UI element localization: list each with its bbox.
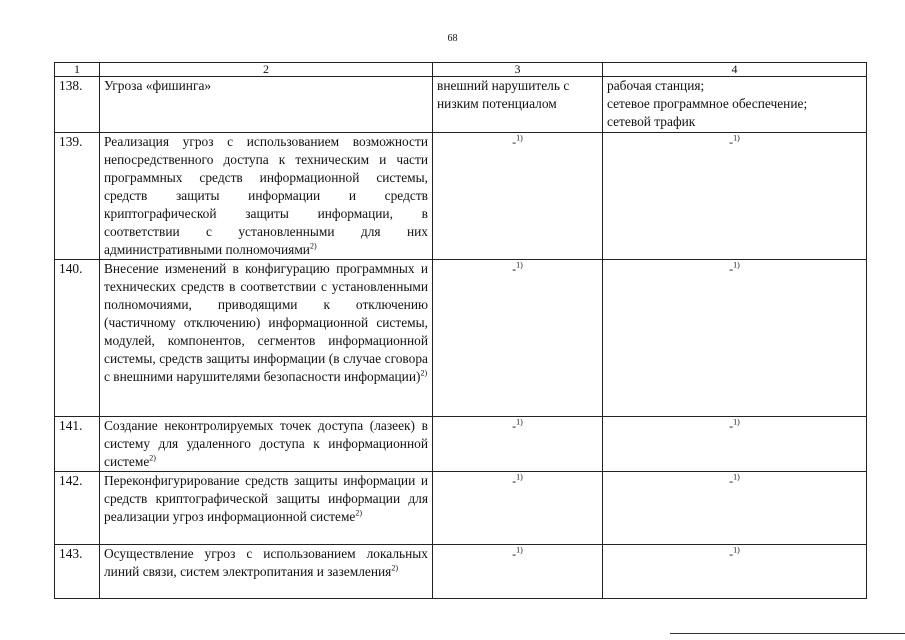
column-header: 4 xyxy=(603,63,867,77)
footnote-ref: 1) xyxy=(733,472,740,482)
row-number: 142. xyxy=(55,472,100,545)
object-cell xyxy=(603,133,867,260)
not-applicable-mark: - xyxy=(729,474,734,488)
column-header: 3 xyxy=(433,63,603,77)
threats-table xyxy=(54,62,867,599)
object-cell xyxy=(603,260,867,417)
footnote-ref: 1) xyxy=(516,133,523,143)
threat-description xyxy=(100,77,433,133)
threat-description xyxy=(100,260,433,417)
footnote-ref: 1) xyxy=(733,417,740,427)
page-number: 68 xyxy=(447,33,458,44)
footnote-ref: 2) xyxy=(149,453,156,463)
object-cell xyxy=(603,545,867,599)
not-applicable-mark: - xyxy=(729,135,734,149)
not-applicable-mark: - xyxy=(512,474,517,488)
threat-description xyxy=(100,545,433,599)
row-number: 139. xyxy=(55,133,100,260)
table-row xyxy=(55,260,867,417)
not-applicable-mark: - xyxy=(729,419,734,433)
violator-cell xyxy=(433,260,603,417)
threat-description xyxy=(100,417,433,472)
violator-cell xyxy=(433,77,603,133)
row-number: 140. xyxy=(55,260,100,417)
object-item: сетевой трафик xyxy=(607,114,696,129)
threat-description xyxy=(100,472,433,545)
not-applicable-mark: - xyxy=(512,419,517,433)
violator-cell xyxy=(433,472,603,545)
not-applicable-mark: - xyxy=(729,547,734,561)
footnote-ref: 1) xyxy=(516,417,523,427)
violator-cell xyxy=(433,417,603,472)
table-header-row xyxy=(55,63,867,77)
row-number: 138. xyxy=(55,77,100,133)
object-item: сетевое программное обеспечение; xyxy=(607,96,808,111)
column-header: 2 xyxy=(100,63,433,77)
footnote-ref: 1) xyxy=(516,472,523,482)
object-item: рабочая станция; xyxy=(607,78,705,93)
threat-text: Создание неконтролируемых точек доступа (лазеек) в систему для удаленного доступа к информационной системе xyxy=(104,418,428,469)
table-row xyxy=(55,77,867,133)
footnote-ref: 1) xyxy=(733,260,740,270)
not-applicable-mark: - xyxy=(512,262,517,276)
object-cell xyxy=(603,472,867,545)
table-row xyxy=(55,133,867,260)
threat-description xyxy=(100,133,433,260)
footnote-ref: 2) xyxy=(355,508,363,518)
threat-text: Переконфигурирование средств защиты информации и средств криптографической защиты информации для реализации угроз информационной системе xyxy=(104,473,428,524)
violator-cell xyxy=(433,545,603,599)
table-row xyxy=(55,545,867,599)
threat-text: Внесение изменений в конфигурацию программных и технических средств в соответствии с установленными полномочиями, приводящими к отключению (частичному отключению) информационной системы, модулей, компонентов, сегментов информационной системы, средств защиты информации (в случае сговора с внешними нарушителями безопасности информации) xyxy=(104,261,428,384)
table-row xyxy=(55,417,867,472)
footnote-ref: 1) xyxy=(733,545,740,555)
object-cell xyxy=(603,77,867,133)
threat-text: Угроза «фишинга» xyxy=(104,78,212,93)
not-applicable-mark: - xyxy=(512,547,517,561)
object-cell xyxy=(603,417,867,472)
footnote-ref: 2) xyxy=(309,241,317,251)
row-number: 143. xyxy=(55,545,100,599)
column-header: 1 xyxy=(55,63,100,77)
footnote-ref: 2) xyxy=(391,563,399,573)
bottom-rule xyxy=(670,633,905,634)
footnote-ref: 2) xyxy=(420,368,428,378)
footnote-ref: 1) xyxy=(516,545,523,555)
violator-text: внешний нарушитель с низким потенциалом xyxy=(437,78,570,111)
row-number: 141. xyxy=(55,417,100,472)
violator-cell xyxy=(433,133,603,260)
footnote-ref: 1) xyxy=(516,260,523,270)
footnote-ref: 1) xyxy=(733,133,740,143)
table-row xyxy=(55,472,867,545)
not-applicable-mark: - xyxy=(729,262,734,276)
not-applicable-mark: - xyxy=(512,135,517,149)
threat-text: Реализация угроз с использованием возможности непосредственного доступа к техническим и части программных средств информационной системы, средств защиты информации и средств криптографической защиты информации, в соответствии с установленными для них административными полномочиями xyxy=(104,134,428,257)
threat-text: Осуществление угроз с использованием локальных линий связи, систем электропитания и заземления xyxy=(104,546,428,579)
